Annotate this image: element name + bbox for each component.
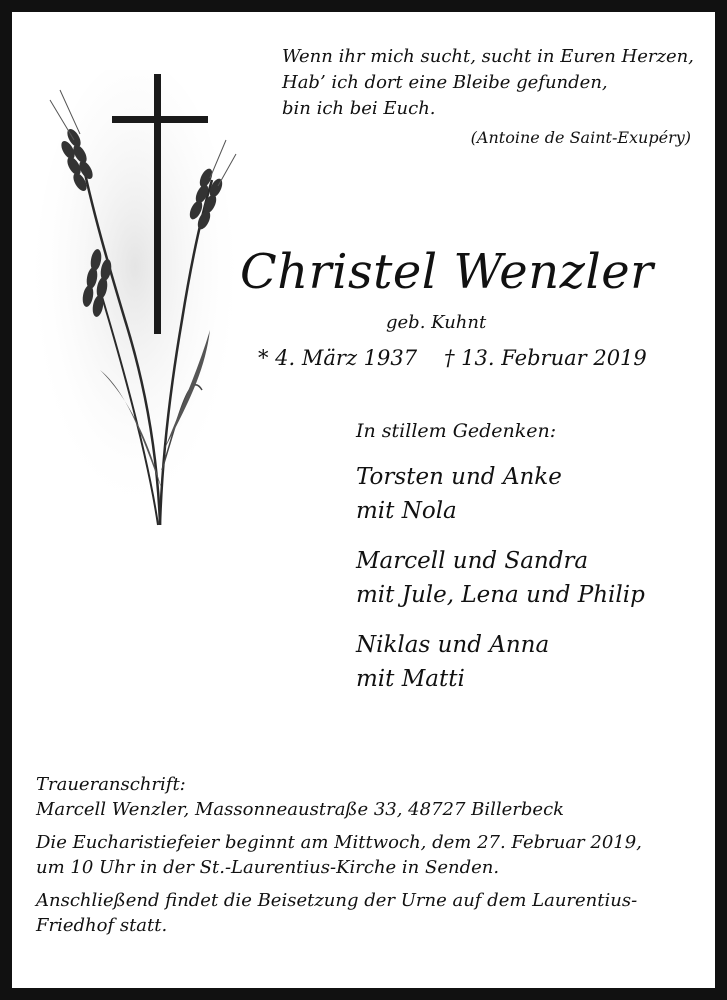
- address-block: [36, 772, 696, 822]
- burial-info: [36, 888, 696, 938]
- poem-line: Wenn ihr mich sucht, sucht in Euren Herzen,: [282, 46, 694, 67]
- poem: [282, 44, 702, 122]
- mourner-line: mit Jule, Lena und Philip: [356, 582, 645, 608]
- mourner-line: Niklas und Anna: [356, 632, 550, 658]
- birth-date: * 4. März 1937: [258, 346, 418, 370]
- maiden-name: geb. Kuhnt: [386, 312, 487, 333]
- burial-line: Friedhof statt.: [36, 915, 168, 936]
- address-label: Traueranschrift:: [36, 774, 186, 795]
- mourner-line: Marcell und Sandra: [356, 548, 589, 574]
- mourner-line: mit Matti: [356, 666, 465, 692]
- footer-info: [36, 772, 696, 946]
- deceased-name: Christel Wenzler: [240, 244, 654, 300]
- mourner-family: [356, 460, 706, 528]
- address-text: Marcell Wenzler, Massonneaustraße 33, 48727 Billerbeck: [36, 799, 565, 820]
- death-date: † 13. Februar 2019: [444, 346, 647, 370]
- burial-line: Anschließend findet die Beisetzung der Urne auf dem Laurentius-: [36, 890, 638, 911]
- poem-line: Hab’ ich dort eine Bleibe gefunden,: [282, 72, 608, 93]
- service-line: Die Eucharistiefeier beginnt am Mittwoch, dem 27. Februar 2019,: [36, 832, 642, 853]
- mourners-heading: In stillem Gedenken:: [356, 420, 557, 442]
- cross-with-wheat-icon: [30, 70, 240, 530]
- poem-line: bin ich bei Euch.: [282, 98, 436, 119]
- service-line: um 10 Uhr in der St.-Laurentius-Kirche in Senden.: [36, 857, 500, 878]
- mourner-family: [356, 544, 706, 612]
- service-info: [36, 830, 696, 880]
- poem-author: (Antoine de Saint-Exupéry): [470, 128, 691, 147]
- mourner-line: mit Nola: [356, 498, 457, 524]
- mourner-line: Torsten und Anke: [356, 464, 562, 490]
- mourner-family: [356, 628, 706, 696]
